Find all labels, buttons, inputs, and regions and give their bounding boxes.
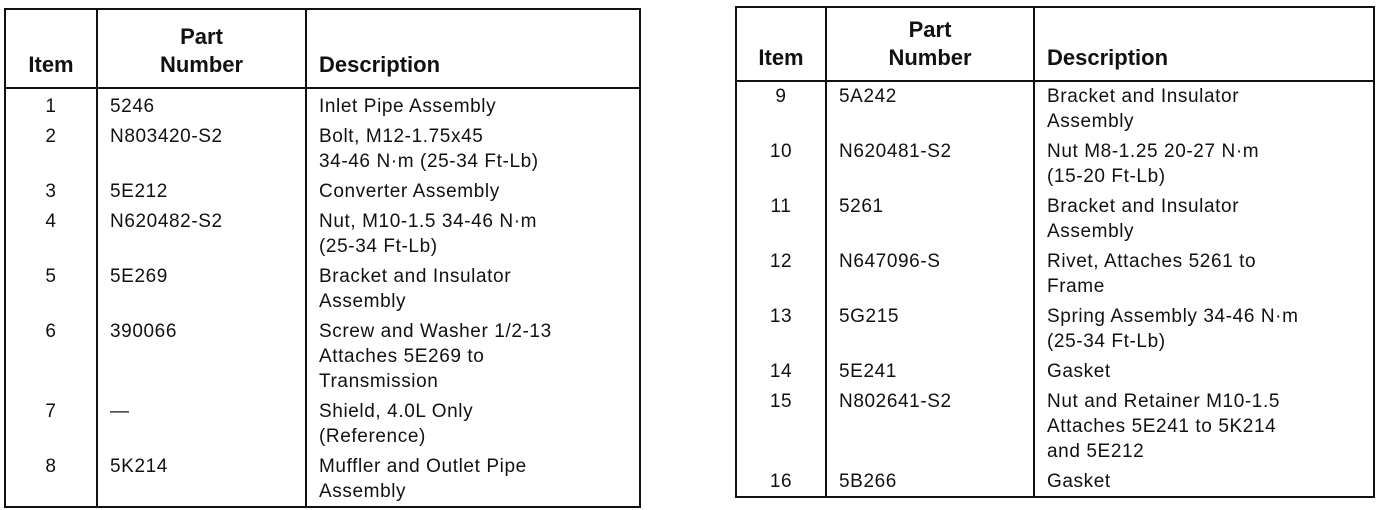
part-number: 5E269 xyxy=(97,264,306,319)
table-row xyxy=(736,81,1374,139)
part-number-header: Part Number xyxy=(826,7,1034,81)
item-number: 16 xyxy=(736,469,826,497)
item-number: 2 xyxy=(5,124,97,179)
item-number: 3 xyxy=(5,179,97,209)
part-number: 5261 xyxy=(826,194,1034,249)
table-row xyxy=(5,124,640,179)
part-number: 5E212 xyxy=(97,179,306,209)
part-number: 5K214 xyxy=(97,454,306,507)
table-row xyxy=(5,209,640,264)
description: Inlet Pipe Assembly xyxy=(306,88,640,124)
header-row xyxy=(5,9,640,88)
item-number: 8 xyxy=(5,454,97,507)
description: Converter Assembly xyxy=(306,179,640,209)
item-number: 7 xyxy=(5,399,97,454)
part-number: 5G215 xyxy=(826,304,1034,359)
part-number: N620482-S2 xyxy=(97,209,306,264)
table-row xyxy=(736,249,1374,304)
description-header: Description xyxy=(306,9,640,88)
part-number: — xyxy=(97,399,306,454)
description-header: Description xyxy=(1034,7,1374,81)
description: Nut, M10-1.5 34-46 N·m (25-34 Ft-Lb) xyxy=(306,209,640,264)
table-row xyxy=(5,264,640,319)
part-number: N620481-S2 xyxy=(826,139,1034,194)
description: Bolt, M12-1.75x45 34-46 N·m (25-34 Ft-Lb) xyxy=(306,124,640,179)
table-row xyxy=(5,319,640,399)
part-number: 5A242 xyxy=(826,81,1034,139)
part-number-header: Part Number xyxy=(97,9,306,88)
part-number: N802641-S2 xyxy=(826,389,1034,469)
description: Shield, 4.0L Only (Reference) xyxy=(306,399,640,454)
table-row xyxy=(5,399,640,454)
description: Gasket xyxy=(1034,469,1374,497)
parts-table-left xyxy=(4,8,641,508)
table-row xyxy=(736,469,1374,497)
table-row xyxy=(736,304,1374,359)
table-row xyxy=(5,179,640,209)
item-number: 6 xyxy=(5,319,97,399)
table-row xyxy=(736,359,1374,389)
description: Bracket and Insulator Assembly xyxy=(1034,81,1374,139)
parts-rows-right xyxy=(736,81,1374,497)
parts-rows-left xyxy=(5,88,640,507)
description: Muffler and Outlet Pipe Assembly xyxy=(306,454,640,507)
part-number: N647096-S xyxy=(826,249,1034,304)
parts-table-right xyxy=(735,6,1375,498)
table-row xyxy=(736,389,1374,469)
table-row xyxy=(5,88,640,124)
item-header: Item xyxy=(5,9,97,88)
item-number: 1 xyxy=(5,88,97,124)
part-number: 5B266 xyxy=(826,469,1034,497)
item-number: 9 xyxy=(736,81,826,139)
part-number: 5E241 xyxy=(826,359,1034,389)
item-number: 13 xyxy=(736,304,826,359)
item-number: 14 xyxy=(736,359,826,389)
part-number: 5246 xyxy=(97,88,306,124)
part-number: N803420-S2 xyxy=(97,124,306,179)
part-number: 390066 xyxy=(97,319,306,399)
table-row xyxy=(736,139,1374,194)
description: Spring Assembly 34-46 N·m (25-34 Ft-Lb) xyxy=(1034,304,1374,359)
table-row xyxy=(736,194,1374,249)
description: Nut and Retainer M10-1.5 Attaches 5E241 to 5K214 and 5E212 xyxy=(1034,389,1374,469)
description: Rivet, Attaches 5261 to Frame xyxy=(1034,249,1374,304)
item-number: 15 xyxy=(736,389,826,469)
item-number: 5 xyxy=(5,264,97,319)
description: Bracket and Insulator Assembly xyxy=(306,264,640,319)
item-number: 4 xyxy=(5,209,97,264)
description: Nut M8-1.25 20-27 N·m (15-20 Ft-Lb) xyxy=(1034,139,1374,194)
table-row xyxy=(5,454,640,507)
item-number: 11 xyxy=(736,194,826,249)
header-row xyxy=(736,7,1374,81)
item-number: 12 xyxy=(736,249,826,304)
description: Screw and Washer 1/2-13 Attaches 5E269 to Transmission xyxy=(306,319,640,399)
description: Gasket xyxy=(1034,359,1374,389)
item-number: 10 xyxy=(736,139,826,194)
item-header: Item xyxy=(736,7,826,81)
description: Bracket and Insulator Assembly xyxy=(1034,194,1374,249)
